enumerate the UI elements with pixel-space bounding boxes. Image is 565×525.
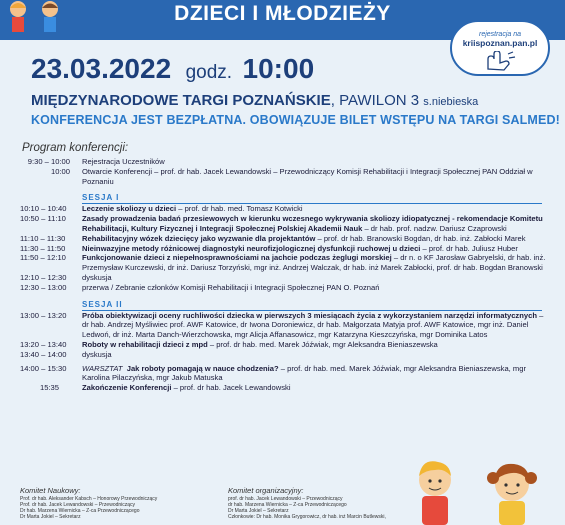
committee-line: prof. dr hab. Jacek Lewandowski – Przewodniczący [228,496,343,502]
program-time: 11:30 – 11:50 [20,243,66,253]
registration-url[interactable]: kriispoznan.pan.pl [462,38,538,48]
program-time: 10:50 – 11:10 [20,214,66,224]
talk-speakers: – dr hab. Andrzej Myśliwiec prof. AWF Katowice, dr Iwona Doroniewicz, dr hab. Małgorzata Matyja prof. AWF Katowice, mgr inż. Daniel Ledwoń, dr inż. Marta Danch-Wierzchowska, mgr Alicja Affanasowicz, mgr Katarzyna Kieszczyńska, mgr Dominika Latos [82,310,544,340]
program-time: 11:10 – 11:30 [20,233,66,243]
organizing-committee [228,486,386,520]
program-row [0,340,565,350]
talk-speakers: dyskusja [82,272,112,282]
workshop-label: WARSZTAT [82,363,123,373]
venue-hall-color: s.niebieska [423,96,479,108]
talk-speakers: – prof. dr hab. Branowski Bogdan, dr hab. inż. Zabłocki Marek [315,233,526,243]
program-time: 12:10 – 12:30 [20,272,67,282]
program-time: 14:00 – 15:30 [20,363,67,373]
program-row [0,167,565,187]
venue-pavilion: , PAWILON 3 [330,92,420,109]
program-row [0,234,565,244]
event-time: 10:00 [242,53,315,84]
talk-speakers: – dr n. o KF Jarosław Gabryelski, dr hab. inż. Przemysław Kurczewski, dr inż. Dariusz Torzyński, mgr inż. Andrzej Walczak, dr hab. inż Marek Zabłocki, prof. dr hab. Bogdan Branowski [82,253,546,273]
program-row [0,311,565,340]
talk-speakers: – prof. dr hab. med. Marek Jóźwiak, mgr Aleksandra Bieniaszewska [207,339,438,349]
talk-speakers: przerwa / Zebranie członków Komisji Rehabilitacji i Integracji Społecznej PAN O. Poznań [82,282,380,292]
venue-line [31,92,478,109]
program-time: 12:30 – 13:00 [20,282,67,292]
talk-title: Nieinwazyjne metody różnicowej diagnostyki neurofizjologicznej dysfunkcji ruchowej u dzieci [82,243,421,253]
committee-line: Członkowie: Dr hab. Monika Grygorowicz, dr hab. inż Marcin Butlewski, [228,514,386,520]
date-time-line [31,53,314,85]
program-time: 11:50 – 12:10 [20,253,66,263]
venue-name: MIĘDZYNARODOWE TARGI POZNAŃSKIE [31,92,331,109]
session-label: SESJA II [82,299,123,309]
committee-line: Prof. dr hab. Jacek Lewandowski – Przewodniczący [20,502,136,508]
program-row [0,350,565,360]
talk-speakers: – prof. dr hab. Juliusz Huber [420,243,518,253]
program-time: 9:30 – 10:00 [27,157,70,166]
program-text: Rejestracja Uczestników [82,157,165,166]
program-time: 15:35 [40,383,60,393]
free-entry-notice: KONFERENCJA JEST BEZPŁATNA. OBOWIĄZUJE BILET WSTĘPU NA TARGI SALMED! [31,113,560,127]
event-date: 23.03.2022 [31,53,172,84]
talk-title: Rehabilitacyjny wózek dziecięcy jako wyzwanie dla projektantów [82,233,316,243]
program-text: Otwarcie Konferencji – prof. dr hab. Jacek Lewandowski – Przewodniczący Komisji Rehabilitacji i Integracji Społecznej PAN Oddział w Poznaniu [82,166,533,186]
talk-speakers: – prof. dr hab. Jacek Lewandowski [171,383,291,393]
program-row [0,273,565,283]
registration-label: rejestracja na [478,31,522,38]
committee-heading: Komitet Naukowy: [20,486,81,495]
talk-title: Próba obiektywizacji oceny ruchliwości dziecka w pierwszych 3 miesiącach życia z wykorzystaniem narzędzi informatycznych [82,310,537,320]
talk-title: Zasady prowadzenia badań przesiewowych w kierunku wczesnego wykrywania skoliozy idiopatycznej - rekomendacje Komitetu Rehabilitacji, Kultury Fizycznej i Integracji Społecznej Polskiej Akademii Nauk [82,214,543,233]
program-row [0,214,565,234]
committee-line: Dr hab. Marzena Wiernicka – Z-ca Przewodniczącego [20,508,140,514]
program-row [0,364,565,384]
program-time: 10:00 [50,166,70,176]
program-row [0,383,565,393]
program-row [0,244,565,254]
program-time: 13:20 – 13:40 [20,339,67,349]
talk-title: Jak roboty pomagają w nauce chodzenia? [126,363,279,373]
registration-badge[interactable] [450,20,550,76]
program-time: 13:40 – 14:00 [20,349,67,359]
talk-title: Roboty w rehabilitacji dzieci z mpd [82,339,208,349]
program-row [0,204,565,214]
talk-speakers: – dr hab. prof. nadzw. Dariusz Czaprowski [362,223,507,233]
program-row [0,283,565,293]
children-illustration-icon [4,0,84,32]
program-row [0,157,565,167]
committee-line: dr hab. Marzena Wiernicka – Z-ca Przewodniczącego [228,502,347,508]
committee-heading: Komitet organizacyjny: [228,486,304,495]
program-heading: Program konferencji: [22,142,129,154]
talk-title: Leczenie skoliozy u dzieci [82,204,177,214]
program-row [0,253,565,273]
program-time: 10:10 – 10:40 [20,204,67,214]
committee-line: Prof. dr hab. Aleksander Kabsch – Honorowy Przewodniczący [20,496,158,502]
talk-title: Funkcjonowanie dzieci z niepełnosprawnościami na jachcie podczas żeglugi morskiej [82,253,392,263]
children-illustration-icon [400,440,560,525]
time-label: godz. [185,62,233,83]
talk-speakers: dyskusja [82,349,112,359]
talk-speakers: – prof. dr hab. med. Marek Jóźwiak, mgr Aleksandra Bieniaszewska, mgr Karolina Pilaczyńska, mgr Jakub Matuska [82,363,526,383]
banner-title: DZIECI I MŁODZIEŻY [174,2,391,25]
program-list [0,157,565,393]
scientific-committee [20,486,157,520]
talk-speakers: – prof. dr hab. med. Tomasz Kotwicki [176,204,303,214]
program-time: 13:00 – 13:20 [20,310,67,320]
committee-line: Dr Marta Jokiel – Sekretarz [20,514,81,520]
pointing-hand-icon [482,51,516,71]
session-label: SESJA I [82,193,120,203]
committee-line: Dr Marta Jokiel – Sekretarz [228,508,289,514]
talk-title: Zakończenie Konferencji [82,383,172,393]
